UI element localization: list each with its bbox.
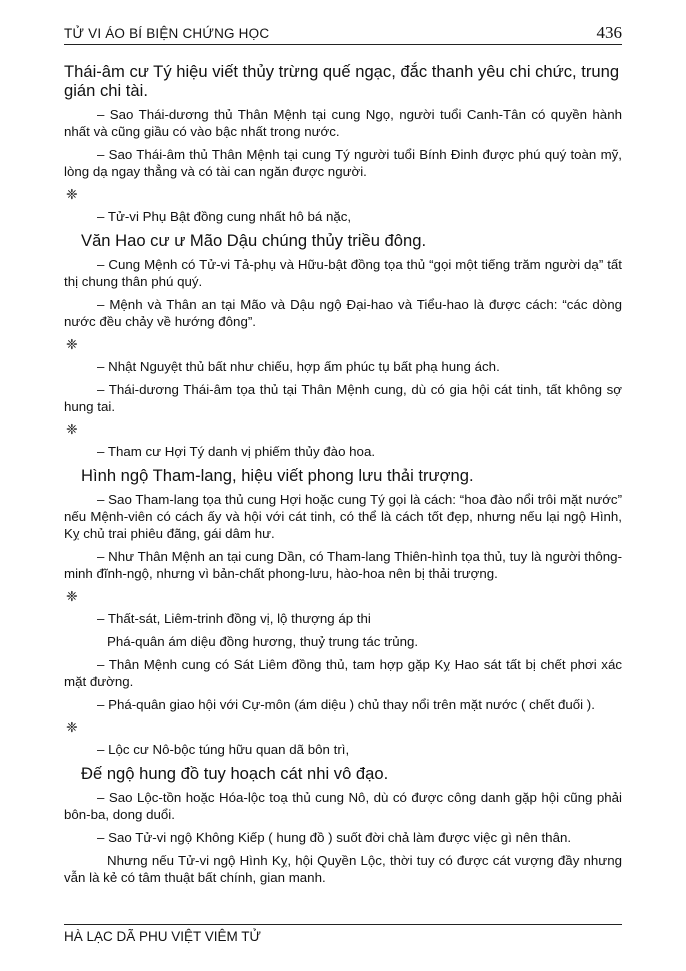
paragraph: – Sao Thái-âm thủ Thân Mệnh tại cung Tý người tuổi Bính Đinh được phú quý toàn mỹ, lòng dạ ngay thẳng và có tài can ngăn được người. (64, 147, 622, 179)
header-title: TỬ VI ÁO BÍ BIỆN CHỨNG HỌC (64, 26, 270, 41)
ornament-icon: ❈ (66, 186, 78, 202)
paragraph: Phá-quân ám diệu đồng hương, thuỷ trung tác trủng. (107, 634, 419, 649)
paragraph: – Như Thân Mệnh an tại cung Dần, có Tham-lang Thiên-hình tọa thủ, tuy là người thông-minh đĩnh-ngộ, nhưng vì bản-chất phong-lưu, hào-hoa nên bị thải trượng. (64, 549, 622, 581)
paragraph: – Tử-vi Phụ Bật đồng cung nhất hô bá nặc, (97, 209, 352, 224)
paragraph: – Sao Tử-vi ngộ Không Kiếp ( hung đồ ) suốt đời chả làm được việc gì nên thân. (97, 830, 572, 845)
paragraph: – Sao Tham-lang tọa thủ cung Hợi hoặc cung Tý gọi là cách: “hoa đào nổi trôi mặt nước” nếu Mệnh-viên có cách ấy và hội với cát tinh, có thể là cách tốt đẹp, nhưng nếu lại ngộ Hình, Kỵ chủ trai phiêu đãng, gái dâm hư. (64, 492, 622, 541)
ornament-icon: ❈ (66, 336, 78, 352)
footer-text: HÀ LẠC DÃ PHU VIỆT VIÊM TỬ (64, 929, 262, 944)
verse-heading: Thái-âm cư Tý hiệu viết thủy trừng quế ngạc, đắc thanh yêu chi chức, trung gián chi tài. (64, 62, 620, 100)
verse-heading: Văn Hao cư ư Mão Dậu chúng thủy triều đông. (81, 231, 427, 250)
page-body (64, 60, 622, 892)
page-header (64, 24, 622, 45)
page-footer (64, 924, 622, 944)
ornament-icon: ❈ (66, 421, 78, 437)
paragraph: – Mệnh và Thân an tại Mão và Dậu ngộ Đại-hao và Tiểu-hao là được cách: “các dòng nước đều chảy về hướng đông”. (64, 297, 622, 329)
paragraph: – Nhật Nguyệt thủ bất như chiếu, hợp ấm phúc tụ bất phạ hung ách. (97, 359, 500, 374)
ornament-icon: ❈ (66, 588, 78, 604)
verse-heading: Hình ngộ Tham-lang, hiệu viết phong lưu thải trượng. (81, 466, 474, 485)
ornament-icon: ❈ (66, 719, 78, 735)
verse-heading: Đế ngộ hung đồ tuy hoạch cát nhi vô đạo. (81, 764, 389, 783)
paragraph: – Sao Thái-dương thủ Thân Mệnh tại cung Ngọ, người tuổi Canh-Tân có quyền hành nhất và cũng giầu có vào bậc nhất trong nước. (64, 107, 622, 139)
paragraph: – Thái-dương Thái-âm tọa thủ tại Thân Mệnh cung, dù có gia hội cát tinh, tất không sợ hung tai. (64, 382, 622, 414)
page-number: 436 (596, 23, 622, 42)
paragraph: – Sao Lộc-tồn hoặc Hóa-lộc toạ thủ cung Nô, dù có được công danh gặp hội cũng phải bôn-ba, dong duổi. (64, 790, 622, 822)
paragraph: – Cung Mệnh có Tử-vi Tả-phụ và Hữu-bật đồng tọa thủ “gọi một tiếng trăm người dạ” tất thị chung thân phú quý. (64, 257, 622, 289)
paragraph: – Thân Mệnh cung có Sát Liêm đồng thủ, tam hợp gặp Kỵ Hao sát tất bị chết phơi xác mặt đường. (64, 657, 622, 689)
paragraph: – Lộc cư Nô-bộc túng hữu quan dã bôn trì, (97, 742, 350, 757)
paragraph: – Thất-sát, Liêm-trinh đồng vị, lộ thượng áp thi (97, 611, 371, 626)
paragraph: – Phá-quân giao hội với Cự-môn (ám diệu ) chủ thay nổi trên mặt nước ( chết đuối ). (97, 697, 595, 712)
paragraph: Nhưng nếu Tử-vi ngộ Hình Kỵ, hội Quyền Lộc, thời tuy có được cát vượng đầy nhưng vẫn là kẻ có tâm thuật bất chính, gian manh. (64, 853, 622, 885)
paragraph: – Tham cư Hợi Tý danh vị phiếm thủy đào hoa. (97, 444, 376, 459)
